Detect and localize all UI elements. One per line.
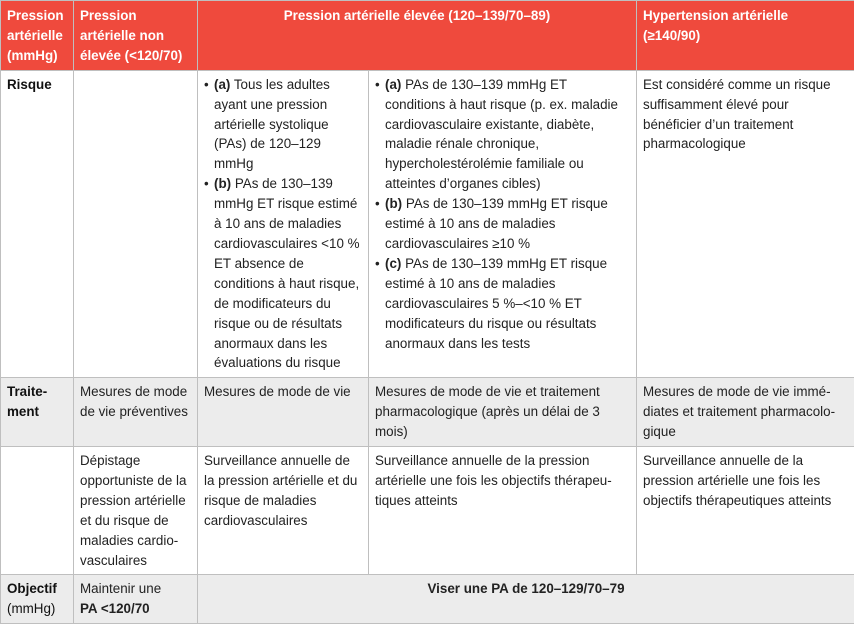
treatment-non-elevated-cell: Mesures de mode de vie préventives [74, 378, 198, 447]
objective-non-elevated-value: PA <120/70 [80, 601, 150, 616]
risk-elevated-right-cell [369, 70, 637, 378]
treatment-hypertension-cell: Mesures de mode de vie immédiates et traitement pharmacologique [637, 378, 854, 447]
risk-elevated-left-list [204, 75, 362, 374]
row-treatment [1, 378, 854, 447]
objective-non-elevated-cell: Maintenir une PA <120/70 [74, 575, 198, 624]
header-elevated: Pression artérielle élevée (120–139/70–89) [198, 1, 637, 71]
list-item: • (c) PAs de 130–139 mmHg ET risque estimé à 10 ans de maladies cardiovasculaires 5 %–<10 % ET modificateurs du risque ou résultats anormaux dans les tests [375, 254, 630, 354]
risk-elevated-left-cell [198, 70, 369, 378]
list-item: • (b) PAs de 130–139 mmHg ET risque estimé à 10 ans de maladies cardiovasculaires <10 % ET absence de conditions à haut risque, de modificateurs du risque ou de résultats anormaux dans les évaluations du risque [204, 174, 362, 373]
row-label-objective: Objectif (mmHg) [1, 575, 74, 624]
row-objective [1, 575, 854, 624]
risk-hypertension-cell: Est considéré comme un risque suffisamment élevé pour bénéficier d’un traitement pharmacologique [637, 70, 854, 378]
list-item: • (a) Tous les adultes ayant une pression artérielle systolique (PAs) de 120–129 mmHg [204, 75, 362, 175]
treatment-elevated-left-cell: Mesures de mode de vie [198, 378, 369, 447]
header-row [1, 1, 854, 71]
followup-hypertension-cell: Surveillance annuelle de la pression artérielle une fois les objectifs thérapeutiques atteints [637, 447, 854, 575]
risk-non-elevated-cell [74, 70, 198, 378]
treatment-elevated-right-cell: Mesures de mode de vie et traitement pharmacologique (après un délai de 3 mois) [369, 378, 637, 447]
risk-elevated-right-list [375, 75, 630, 354]
list-item: • (a) PAs de 130–139 mmHg ET conditions à haut risque (p. ex. maladie cardiovasculaire existante, diabète, maladie rénale chronique, hypercholestérolémie familiale ou atteintes d’organes cibles) [375, 75, 630, 194]
objective-target-cell: Viser une PA de 120–129/70–79 [198, 575, 854, 624]
row-label-followup [1, 447, 74, 575]
header-bp-mmhg: Pression artérielle (mmHg) [1, 1, 74, 71]
row-followup [1, 447, 854, 575]
header-non-elevated: Pression artérielle non élevée (<120/70) [74, 1, 198, 71]
list-item: • (b) PAs de 130–139 mmHg ET risque estimé à 10 ans de maladies cardiovasculaires ≥10 % [375, 194, 630, 254]
followup-non-elevated-cell: Dépistage opportuniste de la pression artérielle et du risque de maladies cardiovasculaires [74, 447, 198, 575]
header-hypertension: Hypertension artérielle (≥140/90) [637, 1, 854, 71]
followup-elevated-right-cell: Surveillance annuelle de la pression artérielle une fois les objectifs thérapeutiques atteints [369, 447, 637, 575]
row-label-objective-unit: (mmHg) [7, 601, 55, 616]
followup-elevated-left-cell: Surveillance annuelle de la pression artérielle et du risque de maladies cardiovasculaires [198, 447, 369, 575]
row-risk [1, 70, 854, 378]
row-label-risk: Risque [1, 70, 74, 378]
row-label-treatment: Traitement [1, 378, 74, 447]
